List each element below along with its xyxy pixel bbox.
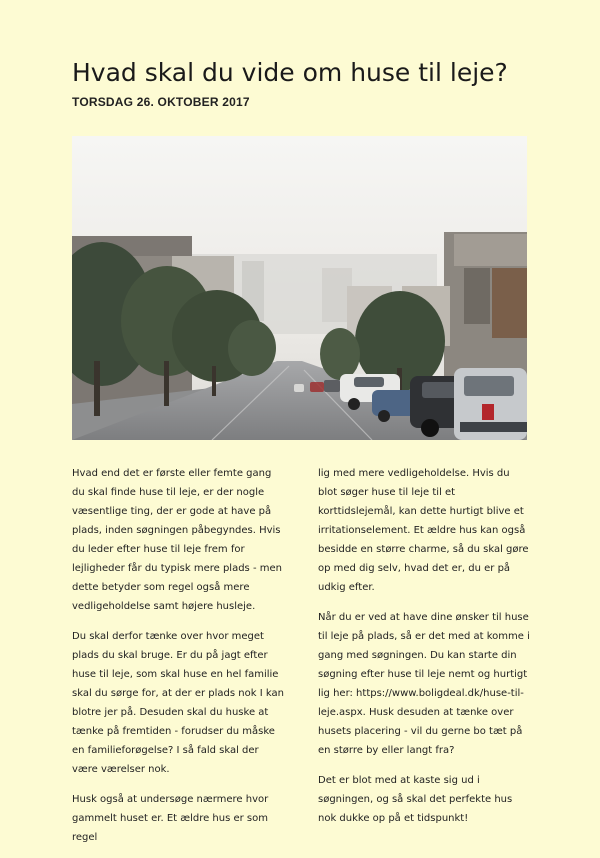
article-body-left-column	[72, 464, 284, 858]
paragraph: Du skal derfor tænke over hvor meget plads du skal bruge. Er du på jagt efter huse til leje, som skal huse en hel familie skal du sørge for, at der er plads nok I kan blotre jer på. Desuden skal du huske at tænke på fremtiden - forudser du måske en familieforøgelse? I så fald skal der være værelser nok.	[72, 631, 284, 775]
article-title: Hvad skal du vide om huse til leje?	[72, 58, 508, 87]
paragraph: lig med mere vedligeholdelse. Hvis du blot søger huse til leje til et korttidslejemål, kan dette hurtigt blive et irritationselement. Et ældre hus kan også besidde en større charme, så du skal gøre op med dig selv, hvad det er, du er på udkig efter.	[318, 468, 529, 593]
paragraph: Det er blot med at kaste sig ud i søgningen, og så skal det perfekte hus nok dukke op på et tidspunkt!	[318, 775, 513, 824]
street-photo	[72, 136, 527, 440]
article-date: TORSDAG 26. OKTOBER 2017	[72, 95, 250, 109]
article-body-right-column	[318, 464, 530, 839]
paragraph: Husk også at undersøge nærmere hvor gammelt huset er. Et ældre hus er som regel	[72, 794, 269, 843]
paragraph: Hvad end det er første eller femte gang du skal finde huse til leje, er der nogle væsentlige ting, der er gode at have på plads, inden søgningen påbegyndes. Hvis du leder efter huse til leje frem for lejligheder får du typisk mere plads - men dette betyder som regel også mere vedligeholdelse samt højere husleje.	[72, 468, 282, 612]
paragraph: Når du er ved at have dine ønsker til huse til leje på plads, så er det med at komme i gang med søgningen. Du kan starte din søgning efter huse til leje nemt og hurtigt lig her: https://www.boligdeal.dk/huse-til-leje.aspx. Husk desuden at tænke over husets placering - vil du gerne bo tæt på en større by eller langt fra?	[318, 612, 530, 756]
